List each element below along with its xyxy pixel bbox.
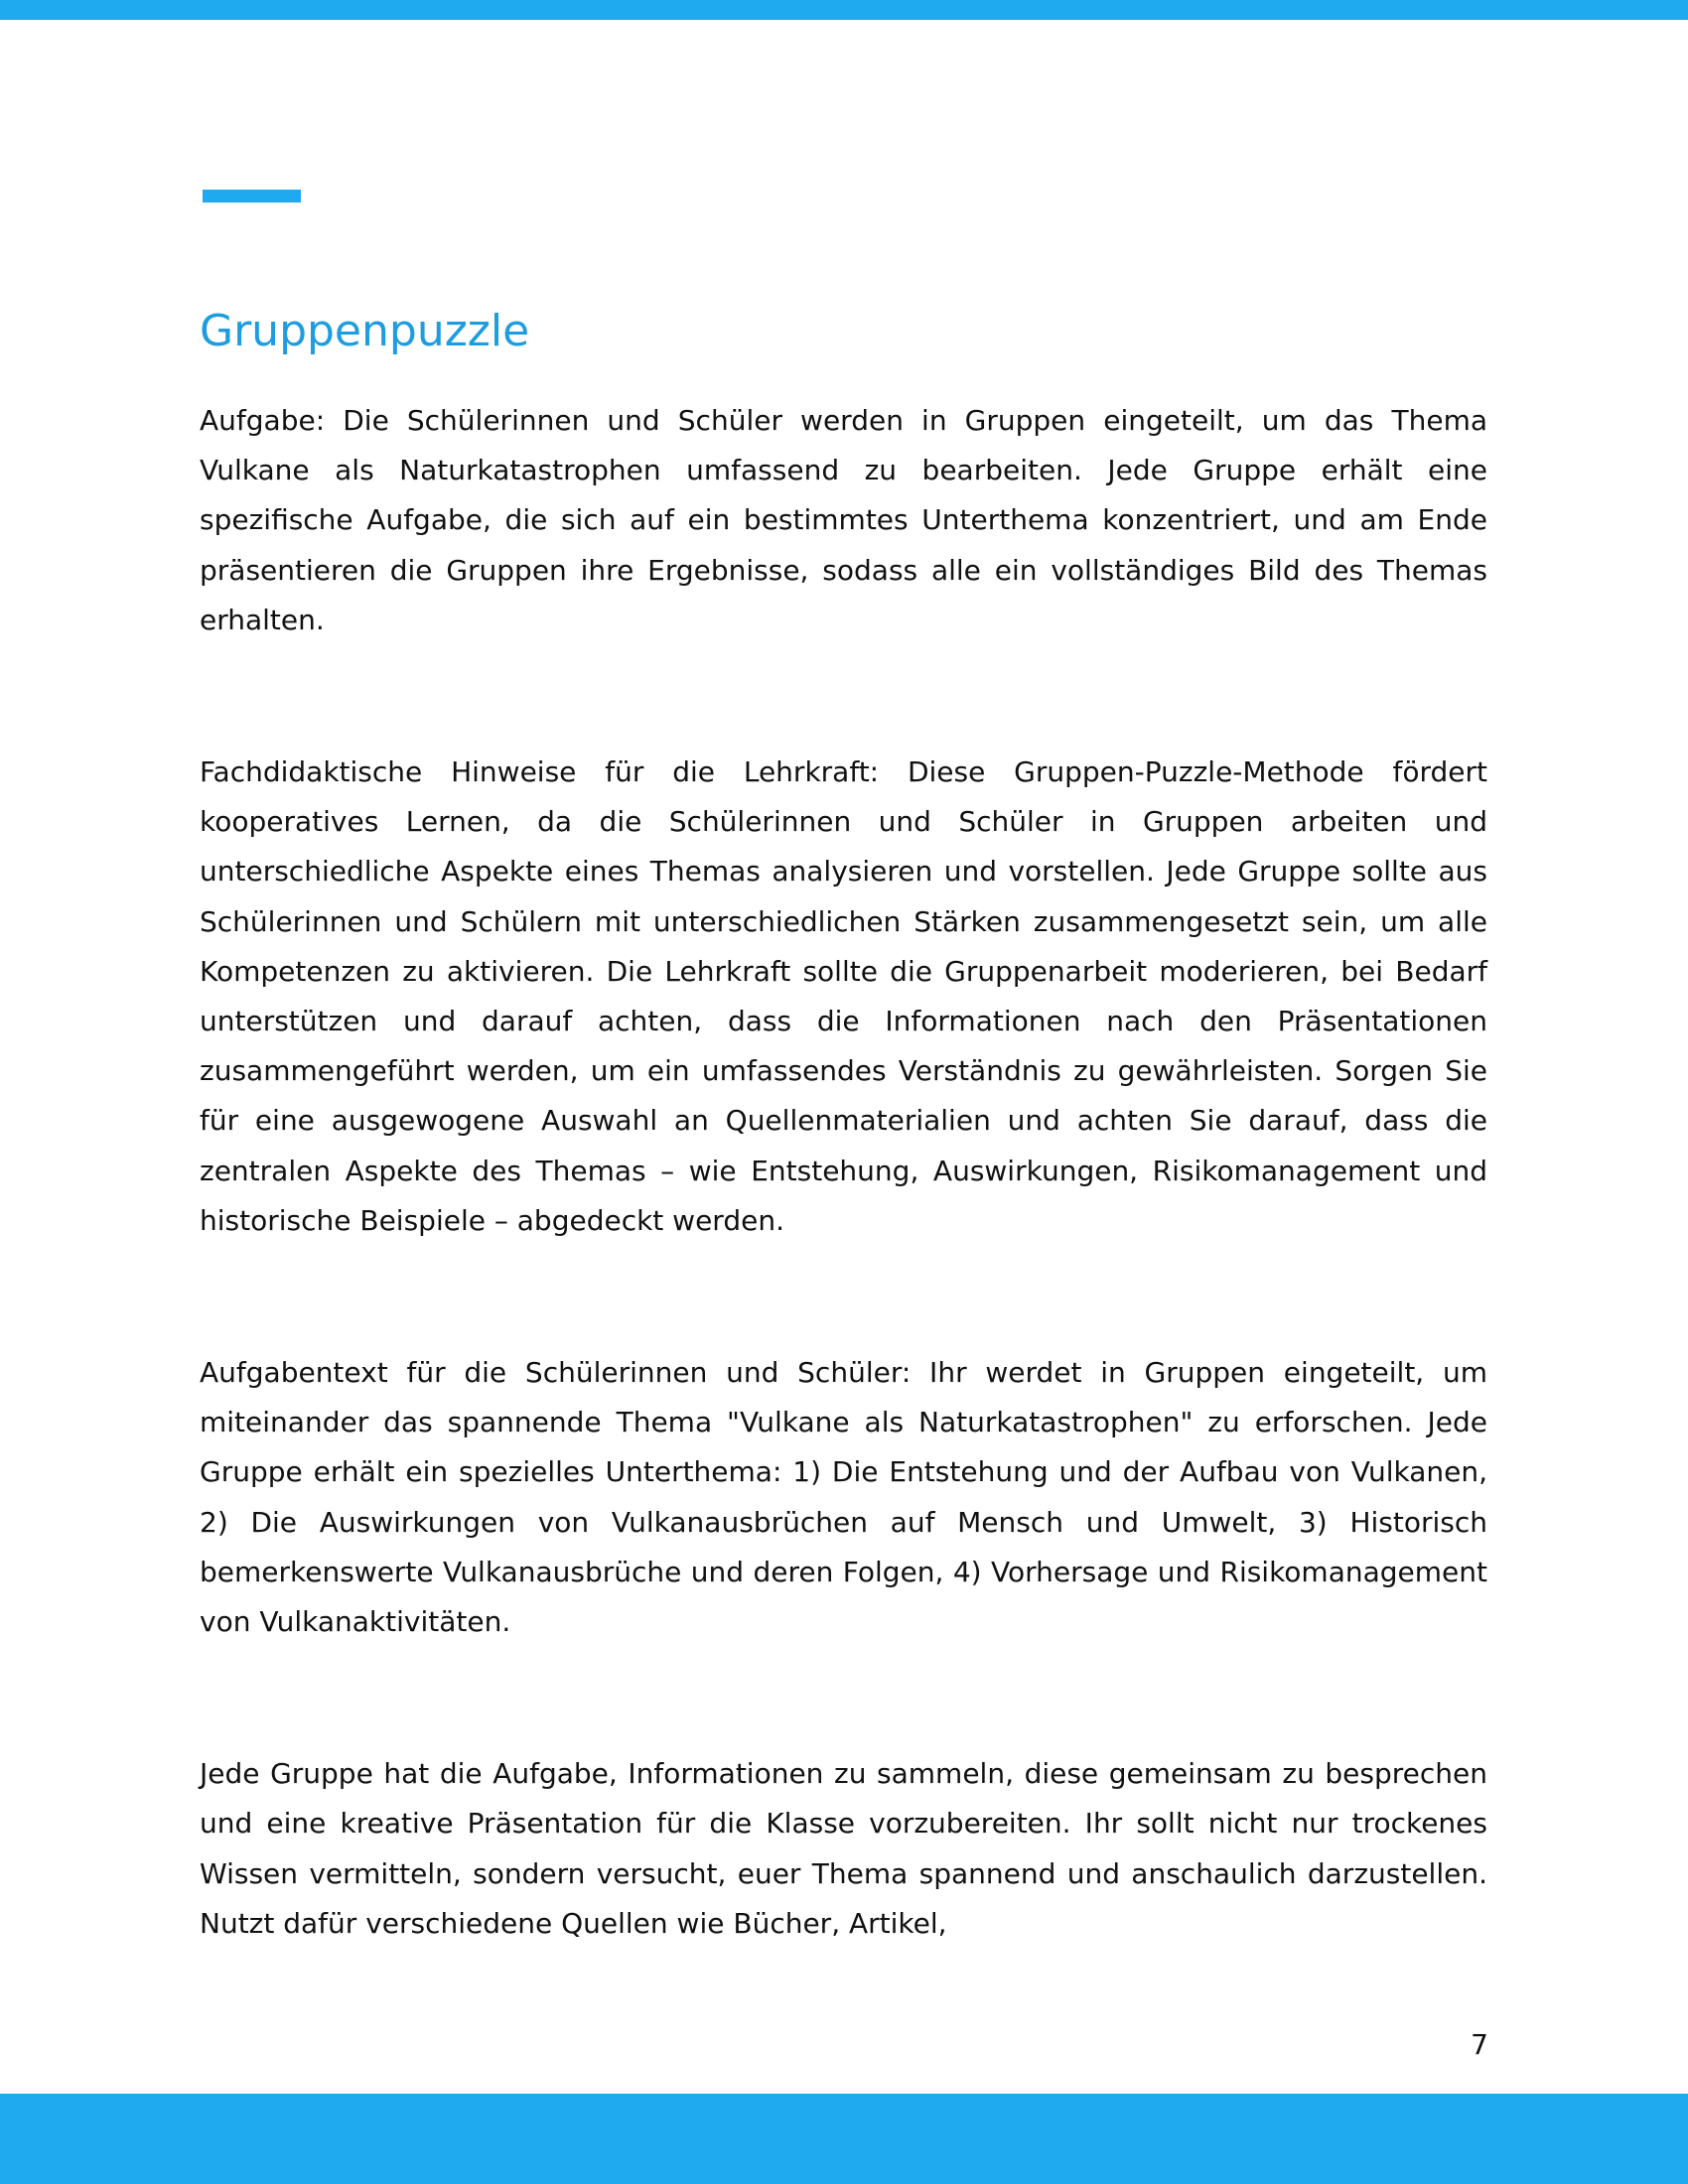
paragraph-aufgabe: Aufgabe: Die Schülerinnen und Schüler werden in Gruppen eingeteilt, um das Thema Vulkane als Naturkatastrophen umfassend zu bearbeiten. Jede Gruppe erhält eine spezifische Aufgabe, die sich auf ein bestimmtes Unterthema konzentriert, und am Ende präsentieren die Gruppen ihre Ergebnisse, sodass alle ein vollständiges Bild des Themas erhalten. xyxy=(200,404,1487,636)
paragraph-jede-gruppe: Jede Gruppe hat die Aufgabe, Informationen zu sammeln, diese gemeinsam zu besprechen und eine kreative Präsentation für die Klasse vorzubereiten. Ihr sollt nicht nur trockenes Wissen vermitteln, sondern versucht, euer Thema spannend und anschaulich darzustellen. Nutzt dafür verschiedene Quellen wie Bücher, Artikel, xyxy=(200,1757,1487,1940)
paragraph-fachdidaktische-hinweise: Fachdidaktische Hinweise für die Lehrkraft: Diese Gruppen-Puzzle-Methode fördert kooperatives Lernen, da die Schülerinnen und Schüler in Gruppen arbeiten und unterschiedliche Aspekte eines Themas analysieren und vorstellen. Jede Gruppe sollte aus Schülerinnen und Schülern mit unterschiedlichen Stärken zusammengesetzt sein, um alle Kompetenzen zu aktivieren. Die Lehrkraft sollte die Gruppenarbeit moderieren, bei Bedarf unterstützen und darauf achten, dass die Informationen nach den Präsentationen zusammengeführt werden, um ein umfassendes Verständnis zu gewährleisten. Sorgen Sie für eine ausgewogene Auswahl an Quellenmaterialien und achten Sie darauf, dass die zentralen Aspekte des Themas – wie Entstehung, Auswirkungen, Risikomanagement und historische Beispiele – abgedeckt werden. xyxy=(200,755,1487,1237)
page-number: 7 xyxy=(1471,2028,1488,2061)
document-body xyxy=(200,396,1487,1949)
page-title: Gruppenpuzzle xyxy=(200,306,530,356)
top-accent-bar xyxy=(0,0,1688,20)
heading-accent-dash xyxy=(203,190,301,203)
bottom-accent-bar xyxy=(0,2094,1688,2184)
paragraph-aufgabentext: Aufgabentext für die Schülerinnen und Schüler: Ihr werdet in Gruppen eingeteilt, um miteinander das spannende Thema "Vulkane als Naturkatastrophen" zu erforschen. Jede Gruppe erhält ein spezielles Unterthema: 1) Die Entstehung und der Aufbau von Vulkanen, 2) Die Auswirkungen von Vulkanausbrüchen auf Mensch und Umwelt, 3) Historisch bemerkenswerte Vulkanausbrüche und deren Folgen, 4) Vorhersage und Risikomanagement von Vulkanaktivitäten. xyxy=(200,1356,1487,1639)
